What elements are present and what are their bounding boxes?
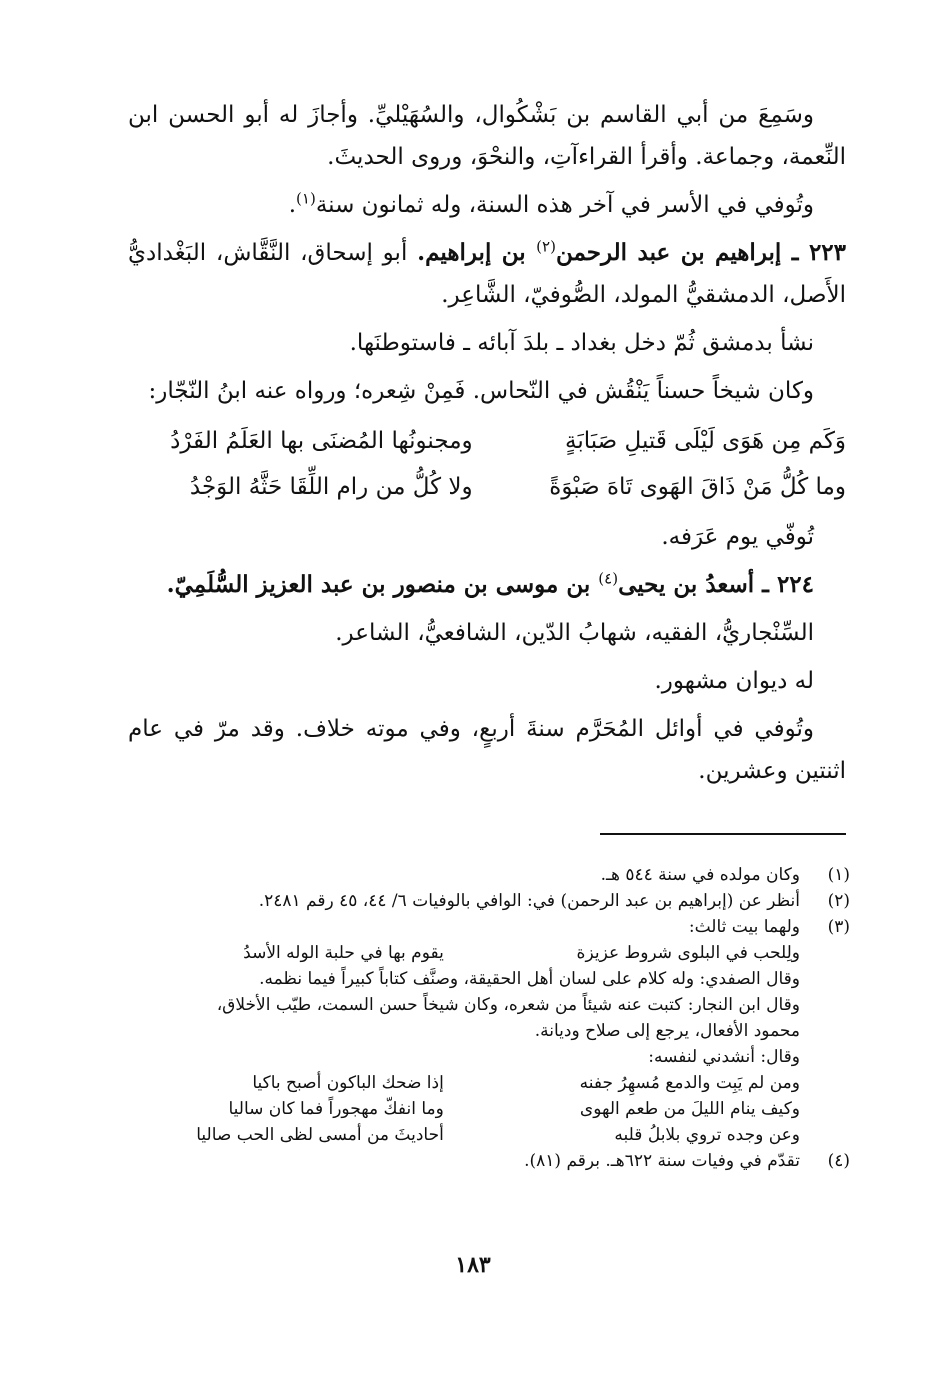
footnote-3-poem-verse-2-a: وكيف ينام الليلَ من طعم الهوى	[579, 1099, 800, 1119]
paragraph-8: السِّنْجاريُّ، الفقيه، شهابُ الدّين، الشافعيُّ، الشاعر.	[335, 620, 814, 646]
verse-2-hemistich-2	[128, 464, 473, 510]
footnote-3-number: (٣)	[827, 917, 850, 937]
footnote-3-line-4: وقال: أنشدني لنفسه:	[648, 1047, 800, 1067]
footnote-ref-2[interactable]: (٢)	[536, 237, 556, 256]
entry-224-heading-cont: بن موسى بن منصور بن عبد العزيز السُّلَمِيّ.	[166, 571, 599, 598]
verse-2-hemistich-2-text: ولا كُلُّ من رام اللِّقَا حَثَّهُ الوَجْدُ	[189, 474, 473, 500]
paragraph-6: تُوفّي يوم عَرَفه.	[661, 524, 814, 550]
paragraph-2-end: .	[288, 192, 297, 218]
paragraph-2	[128, 184, 846, 226]
entry-224	[128, 564, 846, 606]
verse-2-hemistich-1: وما كُلُّ مَنْ ذَاقَ الهَوى تَاهَ صَبْوَةً	[549, 474, 846, 500]
paragraph-1: وسَمِعَ من أبي القاسم بن بَشْكُوال، والسُهَيْليِّ. وأجازَ له أبو الحسن ابن النِّعمة، وجماعة. وأقرأ القراءآتِ، والنحْوَ، وروى الحديثَ.	[128, 102, 846, 170]
main-text	[128, 94, 846, 798]
entry-223-heading: ٢٢٣ ـ إبراهيم بن عبد الرحمن	[555, 239, 847, 266]
footnote-3-poem-verse-1-b: إذا ضحك الباكون أصبح باكيا	[252, 1073, 444, 1093]
page-number: ١٨٣	[455, 1252, 491, 1278]
footnote-3-line-2: وقال ابن النجار: كتبت عنه شيئاً من شعره، وكان شيخاً حسن السمت، طيّب الأخلاق،	[216, 995, 800, 1015]
footnote-3-poem-verse-2-b: وما انفكّ مهجوراً فما كان ساليا	[228, 1099, 444, 1119]
footnote-3-line-1: وقال الصفدي: وله كلام على لسان أهل الحقيقة، وصنَّف كتاباً كبيراً فيما نظمه.	[259, 969, 800, 989]
footnote-3-line-3: محمود الأفعال، يرجع إلى صلاح وديانة.	[534, 1021, 800, 1041]
footnote-1-number: (١)	[827, 865, 850, 885]
footnote-2-number: (٢)	[827, 891, 850, 911]
footnote-divider	[600, 833, 846, 835]
footnote-4-text: تقدّم في وفيات سنة ٦٢٢هـ. برقم (٨١).	[524, 1151, 800, 1171]
footnote-4-number: (٤)	[827, 1151, 850, 1171]
entry-223-heading-cont: بن إبراهيم.	[417, 239, 537, 266]
footnote-4	[128, 1148, 850, 1174]
entry-223	[128, 232, 846, 316]
footnote-ref-4[interactable]: (٤)	[598, 569, 619, 588]
paragraph-5: وكان شيخاً حسناً يَنْقُش في النّحاس. فَمِنْ شِعره؛ ورواه عنه ابنُ النّجّار:	[148, 378, 814, 404]
footnote-3-verse	[128, 940, 800, 966]
footnote-3-intro: ولهما بيت ثالث:	[688, 917, 800, 937]
footnote-3	[128, 914, 850, 1148]
footnote-ref-1[interactable]: (١)	[296, 189, 316, 208]
poem-verse-2	[128, 464, 846, 510]
footnote-3-poem-verse-3-a: وعن وجده تروي بلابلُ قلبه	[614, 1125, 800, 1145]
entry-223-description: أبو إسحاق، النَّقَّاش، البَغْداديُّ الأَصل، الدمشقيُّ المولد، الصُّوفيّ، الشَّاعِر.	[128, 240, 846, 308]
poem-verse-1	[128, 418, 846, 464]
footnote-3-poem-verse-3-b: أحاديثَ من أمسى لظى الحب صاليا	[196, 1125, 444, 1145]
footnotes	[128, 862, 850, 1174]
paragraph-2-text: وتُوفي في الأسر في آخر هذه السنة، وله ثمانون سنة	[315, 192, 814, 218]
footnote-2	[128, 888, 850, 914]
paragraph-4: نشأ بدمشق ثُمّ دخل بغداد ـ بلدَ آبائه ـ فاستوطنَها.	[349, 330, 814, 356]
footnote-2-text: أنظر عن (إبراهيم بن عبد الرحمن) في: الوافي بالوفيات ٦/ ٤٤، ٤٥ رقم ٢٤٨١.	[258, 891, 800, 911]
entry-224-heading: ٢٢٤ ـ أسعدُ بن يحيى	[618, 571, 814, 598]
footnote-3-poem-verse-2	[128, 1096, 800, 1122]
footnote-3-poem-verse-1	[128, 1070, 800, 1096]
footnote-1-text: وكان مولده في سنة ٥٤٤ هـ.	[600, 865, 800, 885]
paragraph-10: وتُوفي في أوائل المُحَرَّم سنةَ أربعٍ، وفي موته خلاف. وقد مرّ في عام اثنتين وعشرين.	[128, 716, 846, 784]
footnote-3-verse-b: يقوم بها في حلبة الوله الأسدُ	[243, 943, 444, 963]
paragraph-9: له ديوان مشهور.	[654, 668, 814, 694]
footnote-3-poem-verse-3	[128, 1122, 800, 1148]
verse-1-hemistich-2: ومجنونُها المُضنَى بها العَلَمُ الفَرْدُ	[170, 428, 473, 454]
footnote-3-verse-a: ولِلحب في البلوى شروط عزيزة	[576, 943, 800, 963]
footnote-3-poem-verse-1-a: ومن لم يَبِت والدمع مُسهِرُ جفنه	[579, 1073, 800, 1093]
verse-1-hemistich-1: وَكَم مِن هَوَى لَيْلَى قَتيلِ صَبَابَةٍ	[565, 428, 846, 454]
poem	[128, 418, 846, 510]
footnote-1	[128, 862, 850, 888]
